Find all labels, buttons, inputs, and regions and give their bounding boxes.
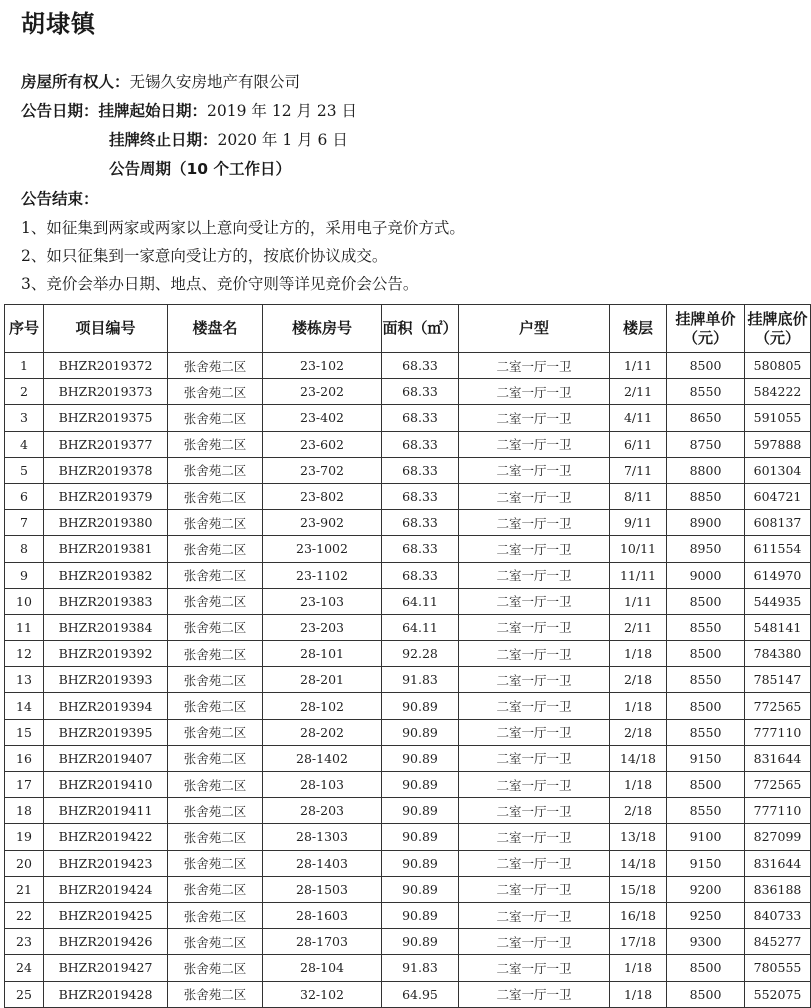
cell-unit-price: 9300 — [667, 929, 745, 955]
cell-unit-price: 8500 — [667, 693, 745, 719]
cell-layout: 二室一厅一卫 — [459, 431, 610, 457]
announcement-period-line — [109, 157, 291, 179]
cell-layout: 二室一厅一卫 — [459, 902, 610, 928]
cell-estate-name: 张舍苑二区 — [168, 772, 263, 798]
cell-unit-number: 28-203 — [263, 798, 382, 824]
table-row — [5, 876, 811, 902]
table-row — [5, 405, 811, 431]
cell-reserve-price: 548141 — [745, 614, 811, 640]
cell-estate-name: 张舍苑二区 — [168, 850, 263, 876]
cell-unit-price: 8550 — [667, 719, 745, 745]
table-row — [5, 667, 811, 693]
cell-project-code: BHZR2019383 — [44, 588, 168, 614]
cell-floor: 1/11 — [610, 353, 667, 379]
announcement-end-line — [109, 128, 348, 150]
cell-unit-price: 9250 — [667, 902, 745, 928]
cell-index: 7 — [5, 510, 44, 536]
table-row — [5, 955, 811, 981]
cell-index: 14 — [5, 693, 44, 719]
cell-layout: 二室一厅一卫 — [459, 772, 610, 798]
cell-reserve-price: 831644 — [745, 745, 811, 771]
cell-floor: 9/11 — [610, 510, 667, 536]
cell-index: 10 — [5, 588, 44, 614]
header-estate-name: 楼盘名 — [168, 305, 263, 353]
cell-area: 64.11 — [382, 614, 459, 640]
cell-floor: 1/11 — [610, 588, 667, 614]
cell-layout: 二室一厅一卫 — [459, 483, 610, 509]
cell-unit-price: 8750 — [667, 431, 745, 457]
cell-estate-name: 张舍苑二区 — [168, 614, 263, 640]
cell-area: 68.33 — [382, 483, 459, 509]
cell-project-code: BHZR2019407 — [44, 745, 168, 771]
table-row — [5, 483, 811, 509]
cell-index: 15 — [5, 719, 44, 745]
table-row — [5, 719, 811, 745]
cell-reserve-price: 580805 — [745, 353, 811, 379]
cell-estate-name: 张舍苑二区 — [168, 562, 263, 588]
owner-label: 房屋所有权人： — [21, 73, 130, 91]
cell-unit-number: 23-202 — [263, 379, 382, 405]
cell-unit-number: 28-101 — [263, 641, 382, 667]
cell-index: 13 — [5, 667, 44, 693]
header-area: 面积（㎡） — [382, 305, 459, 353]
cell-index: 17 — [5, 772, 44, 798]
header-unit-number: 楼栋房号 — [263, 305, 382, 353]
cell-layout: 二室一厅一卫 — [459, 405, 610, 431]
cell-unit-number: 23-902 — [263, 510, 382, 536]
cell-unit-price: 8550 — [667, 667, 745, 693]
cell-index: 4 — [5, 431, 44, 457]
cell-floor: 13/18 — [610, 824, 667, 850]
table-row — [5, 902, 811, 928]
cell-reserve-price: 831644 — [745, 850, 811, 876]
cell-estate-name: 张舍苑二区 — [168, 902, 263, 928]
cell-layout: 二室一厅一卫 — [459, 719, 610, 745]
cell-estate-name: 张舍苑二区 — [168, 955, 263, 981]
cell-estate-name: 张舍苑二区 — [168, 693, 263, 719]
cell-index: 6 — [5, 483, 44, 509]
cell-unit-price: 9150 — [667, 745, 745, 771]
cell-reserve-price: 777110 — [745, 719, 811, 745]
cell-area: 64.95 — [382, 981, 459, 1007]
cell-area: 68.33 — [382, 379, 459, 405]
cell-area: 90.89 — [382, 693, 459, 719]
cell-floor: 2/11 — [610, 614, 667, 640]
cell-reserve-price: 836188 — [745, 876, 811, 902]
cell-index: 24 — [5, 955, 44, 981]
cell-reserve-price: 772565 — [745, 693, 811, 719]
cell-project-code: BHZR2019410 — [44, 772, 168, 798]
cell-layout: 二室一厅一卫 — [459, 929, 610, 955]
listing-end-value: 2020 年 1 月 6 日 — [217, 131, 348, 149]
cell-area: 68.33 — [382, 536, 459, 562]
cell-estate-name: 张舍苑二区 — [168, 824, 263, 850]
cell-floor: 11/11 — [610, 562, 667, 588]
cell-unit-number: 28-102 — [263, 693, 382, 719]
cell-unit-price: 8500 — [667, 588, 745, 614]
cell-index: 22 — [5, 902, 44, 928]
cell-reserve-price: 777110 — [745, 798, 811, 824]
cell-estate-name: 张舍苑二区 — [168, 719, 263, 745]
cell-estate-name: 张舍苑二区 — [168, 457, 263, 483]
cell-reserve-price: 614970 — [745, 562, 811, 588]
cell-unit-price: 8500 — [667, 955, 745, 981]
cell-index: 3 — [5, 405, 44, 431]
cell-unit-number: 23-402 — [263, 405, 382, 431]
conclusion-heading-line — [21, 187, 99, 209]
cell-project-code: BHZR2019380 — [44, 510, 168, 536]
cell-area: 68.33 — [382, 562, 459, 588]
cell-reserve-price: 604721 — [745, 483, 811, 509]
cell-floor: 8/11 — [610, 483, 667, 509]
cell-unit-number: 28-1402 — [263, 745, 382, 771]
cell-project-code: BHZR2019375 — [44, 405, 168, 431]
table-row — [5, 798, 811, 824]
cell-reserve-price: 601304 — [745, 457, 811, 483]
cell-area: 90.89 — [382, 798, 459, 824]
page-title: 胡埭镇 — [21, 10, 96, 38]
cell-project-code: BHZR2019428 — [44, 981, 168, 1007]
cell-floor: 1/18 — [610, 693, 667, 719]
cell-unit-price: 9150 — [667, 850, 745, 876]
cell-layout: 二室一厅一卫 — [459, 379, 610, 405]
table-row — [5, 614, 811, 640]
cell-estate-name: 张舍苑二区 — [168, 745, 263, 771]
cell-area: 68.33 — [382, 510, 459, 536]
header-project-code: 项目编号 — [44, 305, 168, 353]
cell-unit-price: 8500 — [667, 772, 745, 798]
cell-unit-number: 28-103 — [263, 772, 382, 798]
cell-unit-number: 23-702 — [263, 457, 382, 483]
table-row — [5, 588, 811, 614]
announcement-date-label: 公告日期： — [21, 102, 99, 120]
conclusion-rule-1: 1、如征集到两家或两家以上意向受让方的，采用电子竞价方式。 — [21, 219, 465, 237]
cell-layout: 二室一厅一卫 — [459, 981, 610, 1007]
cell-estate-name: 张舍苑二区 — [168, 798, 263, 824]
cell-layout: 二室一厅一卫 — [459, 510, 610, 536]
listing-table — [4, 304, 811, 1008]
header-unit-price: 挂牌单价（元） — [667, 305, 745, 353]
cell-layout: 二室一厅一卫 — [459, 588, 610, 614]
cell-reserve-price: 597888 — [745, 431, 811, 457]
cell-reserve-price: 827099 — [745, 824, 811, 850]
conclusion-rule-2: 2、如只征集到一家意向受让方的，按底价协议成交。 — [21, 247, 388, 265]
cell-unit-price: 8550 — [667, 798, 745, 824]
cell-floor: 14/18 — [610, 745, 667, 771]
cell-layout: 二室一厅一卫 — [459, 667, 610, 693]
table-row — [5, 693, 811, 719]
cell-project-code: BHZR2019426 — [44, 929, 168, 955]
cell-unit-number: 28-1403 — [263, 850, 382, 876]
cell-estate-name: 张舍苑二区 — [168, 353, 263, 379]
owner-line — [21, 70, 300, 92]
table-row — [5, 641, 811, 667]
cell-project-code: BHZR2019394 — [44, 693, 168, 719]
cell-unit-number: 23-802 — [263, 483, 382, 509]
cell-floor: 2/18 — [610, 667, 667, 693]
cell-floor: 10/11 — [610, 536, 667, 562]
cell-unit-price: 9200 — [667, 876, 745, 902]
cell-layout: 二室一厅一卫 — [459, 824, 610, 850]
announcement-start-line — [21, 99, 357, 121]
cell-layout: 二室一厅一卫 — [459, 876, 610, 902]
cell-unit-number: 23-1002 — [263, 536, 382, 562]
cell-project-code: BHZR2019393 — [44, 667, 168, 693]
cell-project-code: BHZR2019381 — [44, 536, 168, 562]
cell-project-code: BHZR2019378 — [44, 457, 168, 483]
table-row — [5, 536, 811, 562]
conclusion-rule-3: 3、竞价会举办日期、地点、竞价守则等详见竞价会公告。 — [21, 275, 419, 293]
cell-project-code: BHZR2019427 — [44, 955, 168, 981]
cell-area: 90.89 — [382, 850, 459, 876]
cell-unit-number: 28-104 — [263, 955, 382, 981]
cell-floor: 4/11 — [610, 405, 667, 431]
cell-project-code: BHZR2019379 — [44, 483, 168, 509]
cell-layout: 二室一厅一卫 — [459, 850, 610, 876]
cell-index: 18 — [5, 798, 44, 824]
table-row — [5, 772, 811, 798]
cell-area: 91.83 — [382, 667, 459, 693]
cell-floor: 1/18 — [610, 641, 667, 667]
cell-project-code: BHZR2019395 — [44, 719, 168, 745]
table-row — [5, 824, 811, 850]
cell-floor: 6/11 — [610, 431, 667, 457]
header-index: 序号 — [5, 305, 44, 353]
cell-area: 90.89 — [382, 902, 459, 928]
table-row — [5, 981, 811, 1007]
cell-estate-name: 张舍苑二区 — [168, 981, 263, 1007]
table-body — [5, 353, 811, 1008]
cell-floor: 2/18 — [610, 798, 667, 824]
cell-estate-name: 张舍苑二区 — [168, 405, 263, 431]
table-row — [5, 562, 811, 588]
cell-index: 23 — [5, 929, 44, 955]
cell-layout: 二室一厅一卫 — [459, 353, 610, 379]
cell-area: 90.89 — [382, 876, 459, 902]
cell-estate-name: 张舍苑二区 — [168, 588, 263, 614]
cell-project-code: BHZR2019392 — [44, 641, 168, 667]
header-layout: 户型 — [459, 305, 610, 353]
cell-project-code: BHZR2019425 — [44, 902, 168, 928]
cell-reserve-price: 784380 — [745, 641, 811, 667]
table-row — [5, 850, 811, 876]
cell-index: 19 — [5, 824, 44, 850]
table-row — [5, 353, 811, 379]
cell-project-code: BHZR2019411 — [44, 798, 168, 824]
cell-unit-number: 23-103 — [263, 588, 382, 614]
cell-floor: 17/18 — [610, 929, 667, 955]
cell-floor: 15/18 — [610, 876, 667, 902]
header-reserve-price: 挂牌底价（元） — [745, 305, 811, 353]
listing-start-value: 2019 年 12 月 23 日 — [207, 102, 358, 120]
cell-floor: 2/11 — [610, 379, 667, 405]
cell-reserve-price: 785147 — [745, 667, 811, 693]
cell-project-code: BHZR2019382 — [44, 562, 168, 588]
cell-reserve-price: 611554 — [745, 536, 811, 562]
cell-index: 1 — [5, 353, 44, 379]
cell-project-code: BHZR2019423 — [44, 850, 168, 876]
cell-index: 5 — [5, 457, 44, 483]
cell-floor: 1/18 — [610, 772, 667, 798]
cell-unit-number: 28-202 — [263, 719, 382, 745]
cell-layout: 二室一厅一卫 — [459, 955, 610, 981]
cell-unit-price: 8950 — [667, 536, 745, 562]
cell-estate-name: 张舍苑二区 — [168, 667, 263, 693]
cell-index: 25 — [5, 981, 44, 1007]
cell-area: 68.33 — [382, 353, 459, 379]
cell-project-code: BHZR2019373 — [44, 379, 168, 405]
listing-start-label: 挂牌起始日期： — [98, 102, 208, 120]
cell-unit-number: 28-1503 — [263, 876, 382, 902]
cell-index: 2 — [5, 379, 44, 405]
cell-unit-number: 23-1102 — [263, 562, 382, 588]
cell-project-code: BHZR2019377 — [44, 431, 168, 457]
cell-index: 20 — [5, 850, 44, 876]
table-row — [5, 379, 811, 405]
cell-floor: 7/11 — [610, 457, 667, 483]
cell-index: 16 — [5, 745, 44, 771]
cell-area: 64.11 — [382, 588, 459, 614]
cell-area: 91.83 — [382, 955, 459, 981]
cell-reserve-price: 608137 — [745, 510, 811, 536]
cell-unit-number: 23-203 — [263, 614, 382, 640]
cell-reserve-price: 584222 — [745, 379, 811, 405]
cell-index: 12 — [5, 641, 44, 667]
cell-reserve-price: 544935 — [745, 588, 811, 614]
cell-floor: 14/18 — [610, 850, 667, 876]
table-row — [5, 431, 811, 457]
cell-estate-name: 张舍苑二区 — [168, 379, 263, 405]
cell-layout: 二室一厅一卫 — [459, 614, 610, 640]
cell-area: 90.89 — [382, 772, 459, 798]
cell-layout: 二室一厅一卫 — [459, 641, 610, 667]
cell-project-code: BHZR2019422 — [44, 824, 168, 850]
announcement-period: 公告周期（10 个工作日） — [109, 160, 291, 178]
cell-reserve-price: 845277 — [745, 929, 811, 955]
cell-index: 21 — [5, 876, 44, 902]
cell-estate-name: 张舍苑二区 — [168, 510, 263, 536]
cell-reserve-price: 780555 — [745, 955, 811, 981]
cell-unit-price: 8850 — [667, 483, 745, 509]
conclusion-heading: 公告结束： — [21, 190, 99, 208]
cell-unit-price: 8900 — [667, 510, 745, 536]
cell-unit-price: 8550 — [667, 379, 745, 405]
cell-estate-name: 张舍苑二区 — [168, 641, 263, 667]
table-row — [5, 510, 811, 536]
cell-layout: 二室一厅一卫 — [459, 536, 610, 562]
cell-floor: 2/18 — [610, 719, 667, 745]
cell-estate-name: 张舍苑二区 — [168, 876, 263, 902]
table-header-row — [5, 305, 811, 353]
cell-area: 90.89 — [382, 929, 459, 955]
cell-unit-price: 8500 — [667, 981, 745, 1007]
cell-index: 8 — [5, 536, 44, 562]
cell-unit-price: 9100 — [667, 824, 745, 850]
cell-estate-name: 张舍苑二区 — [168, 536, 263, 562]
cell-area: 90.89 — [382, 824, 459, 850]
cell-unit-number: 28-1703 — [263, 929, 382, 955]
cell-layout: 二室一厅一卫 — [459, 798, 610, 824]
owner-value: 无锡久安房地产有限公司 — [129, 73, 301, 91]
cell-unit-price: 8650 — [667, 405, 745, 431]
cell-area: 92.28 — [382, 641, 459, 667]
cell-index: 11 — [5, 614, 44, 640]
cell-area: 90.89 — [382, 745, 459, 771]
cell-area: 68.33 — [382, 457, 459, 483]
cell-area: 68.33 — [382, 431, 459, 457]
cell-project-code: BHZR2019424 — [44, 876, 168, 902]
cell-unit-number: 28-1603 — [263, 902, 382, 928]
cell-estate-name: 张舍苑二区 — [168, 929, 263, 955]
cell-unit-number: 28-1303 — [263, 824, 382, 850]
cell-unit-number: 32-102 — [263, 981, 382, 1007]
header-floor: 楼层 — [610, 305, 667, 353]
cell-unit-number: 23-102 — [263, 353, 382, 379]
cell-unit-number: 28-201 — [263, 667, 382, 693]
cell-unit-number: 23-602 — [263, 431, 382, 457]
cell-layout: 二室一厅一卫 — [459, 693, 610, 719]
cell-unit-price: 8550 — [667, 614, 745, 640]
cell-unit-price: 9000 — [667, 562, 745, 588]
cell-project-code: BHZR2019384 — [44, 614, 168, 640]
cell-area: 68.33 — [382, 405, 459, 431]
cell-estate-name: 张舍苑二区 — [168, 483, 263, 509]
cell-estate-name: 张舍苑二区 — [168, 431, 263, 457]
cell-reserve-price: 552075 — [745, 981, 811, 1007]
cell-floor: 1/18 — [610, 981, 667, 1007]
cell-layout: 二室一厅一卫 — [459, 562, 610, 588]
table-row — [5, 457, 811, 483]
cell-reserve-price: 840733 — [745, 902, 811, 928]
cell-unit-price: 8800 — [667, 457, 745, 483]
cell-layout: 二室一厅一卫 — [459, 745, 610, 771]
cell-index: 9 — [5, 562, 44, 588]
cell-floor: 1/18 — [610, 955, 667, 981]
cell-unit-price: 8500 — [667, 641, 745, 667]
cell-unit-price: 8500 — [667, 353, 745, 379]
table-row — [5, 929, 811, 955]
cell-layout: 二室一厅一卫 — [459, 457, 610, 483]
table-row — [5, 745, 811, 771]
cell-project-code: BHZR2019372 — [44, 353, 168, 379]
listing-end-label: 挂牌终止日期： — [109, 131, 218, 149]
cell-reserve-price: 772565 — [745, 772, 811, 798]
cell-reserve-price: 591055 — [745, 405, 811, 431]
cell-area: 90.89 — [382, 719, 459, 745]
cell-floor: 16/18 — [610, 902, 667, 928]
